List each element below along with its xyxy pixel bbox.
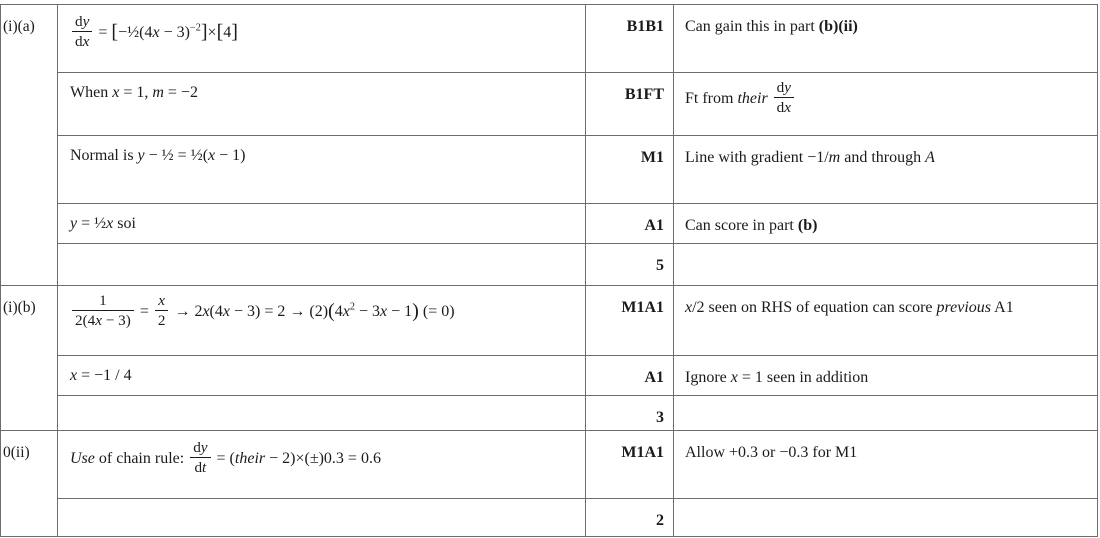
text-seg: x <box>112 84 120 101</box>
text-seg: y <box>200 439 208 456</box>
working-cell-r2 <box>58 73 586 136</box>
text-seg: (= 0) <box>418 303 455 321</box>
comment-cell-r10-empty <box>674 499 1098 537</box>
fraction-numerator <box>72 292 134 311</box>
comment-cell-r9 <box>674 431 1098 499</box>
fraction-denominator <box>190 458 210 476</box>
text-seg: x <box>70 367 78 384</box>
total-marks-cell-ib: 3 <box>586 396 674 431</box>
text-seg: x <box>380 303 388 321</box>
fraction-x-over-2 <box>155 292 169 329</box>
text-seg: − 3) = 2 → (2) <box>229 303 329 321</box>
fraction-numerator <box>72 13 92 32</box>
fraction-dy-dx <box>72 13 92 50</box>
text-seg: t <box>202 459 207 477</box>
text-seg: their <box>234 450 266 468</box>
fraction-denominator <box>774 98 794 116</box>
fraction-dy-dt <box>190 439 210 476</box>
table-row <box>1 136 1098 204</box>
text-seg: 2 <box>157 312 166 330</box>
working-cell-r4 <box>58 204 586 244</box>
comment-cell-r2 <box>674 73 1098 136</box>
text-seg: − 1) <box>215 147 246 164</box>
text-seg: m <box>828 149 841 166</box>
text-seg: of chain rule: <box>94 450 189 468</box>
working-cell-r7 <box>58 356 586 396</box>
text-seg: − 3 <box>354 303 380 321</box>
text-seg: − 3) <box>159 24 190 42</box>
text-seg: and through <box>840 149 926 166</box>
text-seg: x <box>158 292 166 309</box>
text-seg: d <box>75 13 83 30</box>
working-cell-r5-empty <box>58 244 586 286</box>
text-seg: y <box>784 79 792 96</box>
fraction-denominator <box>72 32 92 50</box>
text-seg: Ignore <box>685 369 731 386</box>
working-cell-r1 <box>58 5 586 73</box>
text-seg: Line with gradient −1/ <box>685 149 829 166</box>
table-row <box>1 356 1098 396</box>
comment-cell-r1 <box>674 5 1098 73</box>
fraction-dy-dx <box>774 79 794 116</box>
text-seg: Normal is <box>70 147 138 164</box>
text-seg: = 1, <box>119 84 153 101</box>
text-seg: A1 <box>991 299 1014 316</box>
math-expression <box>136 303 153 320</box>
text-seg: = <box>135 303 153 321</box>
text-seg: (b) <box>797 217 818 234</box>
text-seg: y <box>137 147 145 164</box>
text-seg: y <box>82 13 90 30</box>
mark-cell-r2: B1FT <box>586 73 674 136</box>
math-expression <box>213 450 381 467</box>
text-seg: ( <box>328 300 335 323</box>
text-seg: A <box>925 149 935 166</box>
text-seg: d <box>193 439 201 456</box>
text-seg: (4 <box>209 303 223 321</box>
comment-text <box>685 90 772 107</box>
mark-cell-r7: A1 <box>586 356 674 396</box>
text-seg: − 3) <box>102 312 131 330</box>
text-seg: [ <box>111 21 119 44</box>
comment-cell-r6 <box>674 286 1098 356</box>
mark-cell-r6: M1A1 <box>586 286 674 356</box>
text-seg: x <box>95 312 102 330</box>
text-seg: ] <box>231 21 238 44</box>
text-seg: y <box>70 215 78 232</box>
text-seg: 4 <box>334 303 343 321</box>
text-seg: −2 <box>189 22 201 34</box>
text-seg: − 2)×(±)0.3 = 0.6 <box>265 450 381 468</box>
text-seg: ] <box>200 21 208 44</box>
text-seg: x <box>222 303 230 321</box>
text-seg: 1 <box>99 292 107 309</box>
comment-cell-r5-empty <box>674 244 1098 286</box>
text-seg: = −1 / 4 <box>77 367 132 384</box>
fraction-numerator <box>155 292 169 311</box>
text-seg: = ( <box>212 450 235 468</box>
working-cell-r9 <box>58 431 586 499</box>
fraction-numerator <box>774 79 794 98</box>
text-seg: = <box>94 24 112 42</box>
text-seg: − 1 <box>387 303 413 321</box>
text-seg: x <box>152 24 160 42</box>
text-seg: −½(4 <box>118 24 153 42</box>
text-seg: x <box>784 99 792 117</box>
part-label-ib: (i)(b) <box>1 286 58 431</box>
mark-cell-r1: B1B1 <box>586 5 674 73</box>
text-seg: 2 <box>349 301 355 313</box>
fraction-denominator <box>72 311 134 329</box>
working-cell-r3 <box>58 136 586 204</box>
mark-cell-r3: M1 <box>586 136 674 204</box>
text-seg: x <box>342 303 350 321</box>
text-seg: x <box>208 147 216 164</box>
working-cell-r6 <box>58 286 586 356</box>
text-seg: 4 <box>223 24 232 42</box>
table-row <box>1 204 1098 244</box>
table-row <box>1 499 1098 537</box>
text-seg: → 2 <box>170 303 203 321</box>
math-expression <box>170 300 455 323</box>
text-seg: x <box>685 299 693 316</box>
part-label-0ii: 0(ii) <box>1 431 58 537</box>
comment-cell-r8-empty <box>674 396 1098 431</box>
text-seg: Ft from <box>685 90 738 108</box>
table-row <box>1 5 1098 73</box>
text-seg: Can score in part <box>685 217 798 234</box>
table-row <box>1 244 1098 286</box>
math-expression <box>70 450 188 467</box>
text-seg: x <box>202 303 210 321</box>
table-row <box>1 396 1098 431</box>
text-seg: × <box>207 24 217 42</box>
mark-cell-r9: M1A1 <box>586 431 674 499</box>
text-seg: x <box>106 215 114 232</box>
text-seg: When <box>70 84 113 101</box>
part-label-ia: (i)(a) <box>1 5 58 286</box>
text-seg: ) <box>412 300 419 323</box>
total-marks-cell-ia: 5 <box>586 244 674 286</box>
mark-cell-r4: A1 <box>586 204 674 244</box>
text-seg: d <box>75 33 83 51</box>
text-seg: [ <box>216 21 224 44</box>
math-expression <box>94 21 238 44</box>
text-seg: previous <box>936 299 992 316</box>
text-seg: (b)(ii) <box>818 18 858 35</box>
text-seg <box>768 90 772 107</box>
total-marks-cell-0ii: 2 <box>586 499 674 537</box>
text-seg: = ½ <box>77 215 107 232</box>
text-seg: d <box>776 99 785 117</box>
text-seg: Use <box>70 450 95 468</box>
text-seg: Can gain this in part <box>685 18 819 35</box>
text-seg: = −2 <box>163 84 198 101</box>
text-seg: their <box>737 90 768 108</box>
text-seg: x <box>82 33 90 51</box>
table-row <box>1 286 1098 356</box>
text-seg: d <box>776 79 785 96</box>
text-seg: d <box>194 459 203 477</box>
comment-cell-r7 <box>674 356 1098 396</box>
table-row <box>1 431 1098 499</box>
text-seg: − ½ = ½( <box>144 147 209 164</box>
fraction-numerator <box>190 439 210 458</box>
working-cell-r8-empty <box>58 396 586 431</box>
text-seg: m <box>152 84 164 101</box>
text-seg: soi <box>113 215 136 232</box>
text-seg: x <box>730 369 738 386</box>
fraction-denominator <box>155 311 169 329</box>
working-cell-r10-empty <box>58 499 586 537</box>
fraction-lhs <box>72 292 134 329</box>
text-seg: 2(4 <box>75 312 96 330</box>
comment-cell-r4 <box>674 204 1098 244</box>
mark-scheme-table <box>0 4 1098 537</box>
table-row <box>1 73 1098 136</box>
text-seg: /2 seen on RHS of equation can score <box>692 299 937 316</box>
comment-cell-r3 <box>674 136 1098 204</box>
text-seg: = 1 seen in addition <box>737 369 869 386</box>
text-seg: Allow +0.3 or −0.3 for M1 <box>685 444 858 461</box>
